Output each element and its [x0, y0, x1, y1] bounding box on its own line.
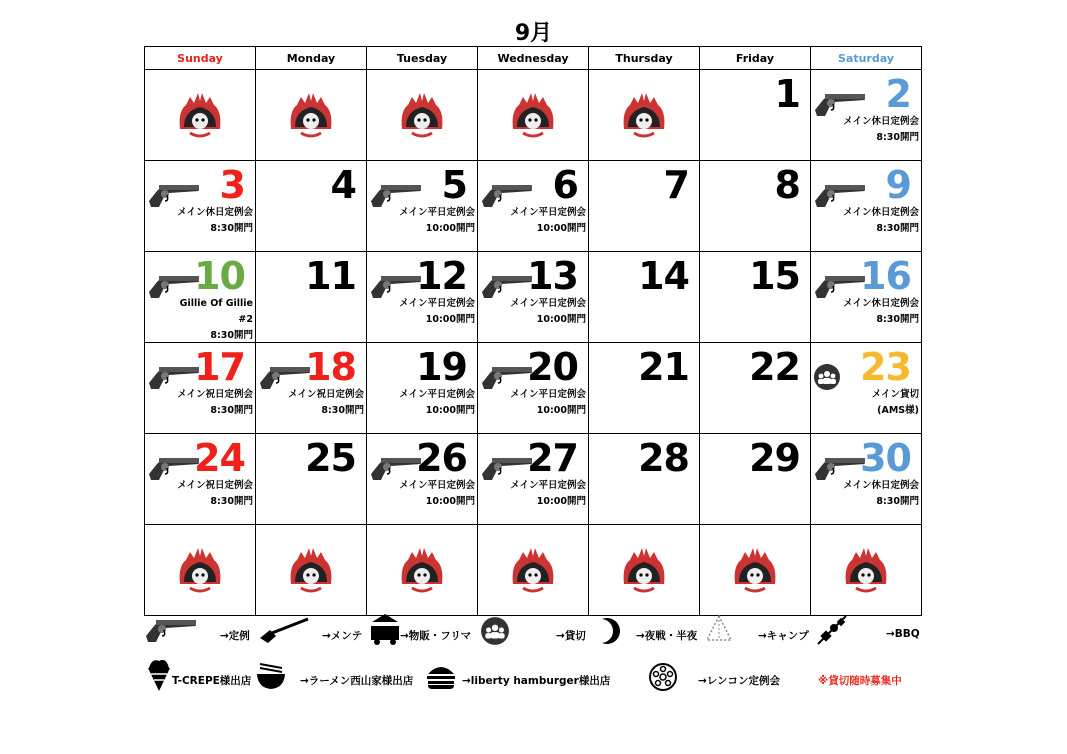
- empty-day-cell: [478, 525, 589, 616]
- day-number: 28: [638, 436, 689, 480]
- weekday-tuesday: Tuesday: [367, 47, 478, 70]
- day-cell[interactable]: [700, 343, 811, 434]
- revolver-icon: [144, 614, 198, 644]
- legend-maintenance: →メンテ: [322, 630, 363, 642]
- emblem-icon: [398, 546, 446, 594]
- day-cell[interactable]: [589, 343, 700, 434]
- week-row: [145, 434, 922, 525]
- day-number: 22: [749, 345, 800, 389]
- empty-day-cell: [367, 70, 478, 161]
- tent-icon: [704, 614, 734, 644]
- emblem-icon: [287, 91, 335, 139]
- shovel-icon: [258, 616, 310, 644]
- day-number: 24: [194, 436, 245, 480]
- day-cell[interactable]: [589, 252, 700, 343]
- legend-charter: →貸切: [556, 630, 586, 642]
- week-row: [145, 161, 922, 252]
- day-cell[interactable]: [256, 161, 367, 252]
- day-number: 27: [527, 436, 578, 480]
- weekday-saturday: Saturday: [811, 47, 922, 70]
- day-cell[interactable]: [700, 70, 811, 161]
- day-number: 5: [441, 163, 467, 207]
- day-number: 6: [552, 163, 578, 207]
- day-cell[interactable]: [367, 161, 478, 252]
- lotus-icon: [648, 662, 678, 692]
- day-number: 10: [194, 254, 245, 298]
- weekday-monday: Monday: [256, 47, 367, 70]
- day-cell[interactable]: [478, 343, 589, 434]
- day-cell[interactable]: [478, 161, 589, 252]
- day-cell[interactable]: [145, 343, 256, 434]
- event-text: メイン平日定例会 10:00開門: [510, 389, 586, 416]
- day-cell[interactable]: [811, 434, 922, 525]
- day-cell[interactable]: [811, 161, 922, 252]
- legend-night: →夜戦・半夜: [636, 630, 698, 642]
- day-number: 8: [774, 163, 800, 207]
- day-cell[interactable]: [700, 252, 811, 343]
- weekday-header-row: [145, 47, 922, 70]
- day-number: 12: [416, 254, 467, 298]
- empty-day-cell: [145, 525, 256, 616]
- empty-day-cell: [700, 525, 811, 616]
- emblem-icon: [842, 546, 890, 594]
- recruit-notice: ※貸切随時募集中: [818, 675, 902, 687]
- emblem-icon: [509, 546, 557, 594]
- day-number: 26: [416, 436, 467, 480]
- day-cell[interactable]: [145, 434, 256, 525]
- event-text: メイン平日定例会 10:00開門: [510, 207, 586, 234]
- weekday-thursday: Thursday: [589, 47, 700, 70]
- event-text: メイン平日定例会 10:00開門: [510, 298, 586, 325]
- weekday-friday: Friday: [700, 47, 811, 70]
- weekday-wednesday: Wednesday: [478, 47, 589, 70]
- day-cell[interactable]: [478, 252, 589, 343]
- week-row: [145, 252, 922, 343]
- day-cell[interactable]: [589, 434, 700, 525]
- day-cell[interactable]: [700, 434, 811, 525]
- event-text: メイン平日定例会 10:00開門: [399, 207, 475, 234]
- day-cell[interactable]: [589, 161, 700, 252]
- day-number: 4: [330, 163, 356, 207]
- legend-camp: →キャンプ: [758, 630, 809, 642]
- group-icon: [813, 363, 841, 391]
- empty-day-cell: [367, 525, 478, 616]
- crepe-icon: [146, 656, 172, 692]
- day-cell[interactable]: [811, 343, 922, 434]
- day-number: 2: [885, 72, 911, 116]
- week-row: [145, 525, 922, 616]
- day-number: 21: [638, 345, 689, 389]
- event-text: Gillie Of Gillie #2 8:30開門: [179, 298, 253, 341]
- event-text: メイン休日定例会 8:30開門: [177, 207, 253, 234]
- day-number: 19: [416, 345, 467, 389]
- food-cart-icon: [368, 612, 402, 646]
- day-number: 11: [305, 254, 356, 298]
- event-text: メイン貸切 (AMS様): [871, 389, 919, 416]
- day-cell[interactable]: [145, 252, 256, 343]
- emblem-icon: [620, 91, 668, 139]
- day-number: 16: [860, 254, 911, 298]
- emblem-icon: [287, 546, 335, 594]
- emblem-icon: [509, 91, 557, 139]
- day-number: 25: [305, 436, 356, 480]
- day-cell[interactable]: [256, 434, 367, 525]
- day-cell[interactable]: [367, 252, 478, 343]
- event-text: メイン休日定例会 8:30開門: [843, 207, 919, 234]
- event-text: メイン休日定例会 8:30開門: [843, 298, 919, 325]
- emblem-icon: [398, 91, 446, 139]
- event-text: メイン休日定例会 8:30開門: [843, 480, 919, 507]
- weekday-sunday: Sunday: [145, 47, 256, 70]
- day-number: 17: [194, 345, 245, 389]
- event-text: メイン平日定例会 10:00開門: [510, 480, 586, 507]
- day-cell[interactable]: [256, 252, 367, 343]
- day-number: 7: [663, 163, 689, 207]
- empty-day-cell: [256, 525, 367, 616]
- day-number: 1: [774, 72, 800, 116]
- moon-icon: [592, 616, 622, 646]
- empty-day-cell: [589, 70, 700, 161]
- day-cell[interactable]: [367, 434, 478, 525]
- calendar-grid: [144, 46, 922, 616]
- legend-regular: →定例: [220, 630, 250, 642]
- emblem-icon: [176, 91, 224, 139]
- event-text: メイン平日定例会 10:00開門: [399, 480, 475, 507]
- day-number: 18: [305, 345, 356, 389]
- empty-day-cell: [145, 70, 256, 161]
- empty-day-cell: [589, 525, 700, 616]
- event-text: メイン平日定例会 10:00開門: [399, 389, 475, 416]
- day-cell[interactable]: [700, 161, 811, 252]
- event-text: メイン平日定例会 10:00開門: [399, 298, 475, 325]
- event-text: メイン祝日定例会 8:30開門: [177, 389, 253, 416]
- emblem-icon: [620, 546, 668, 594]
- week-row: [145, 343, 922, 434]
- skewer-icon: [816, 614, 848, 646]
- day-number: 23: [860, 345, 911, 389]
- day-cell[interactable]: [256, 343, 367, 434]
- day-number: 15: [749, 254, 800, 298]
- event-text: メイン祝日定例会 8:30開門: [177, 480, 253, 507]
- day-cell[interactable]: [478, 434, 589, 525]
- emblem-icon: [176, 546, 224, 594]
- legend-burger: →liberty hamburger様出店: [462, 675, 611, 687]
- day-cell[interactable]: [811, 252, 922, 343]
- legend-bbq: →BBQ: [886, 628, 920, 640]
- day-number: 29: [749, 436, 800, 480]
- day-cell[interactable]: [811, 70, 922, 161]
- empty-day-cell: [256, 70, 367, 161]
- day-number: 9: [885, 163, 911, 207]
- page-title: 9月: [514, 21, 553, 46]
- day-number: 13: [527, 254, 578, 298]
- day-number: 20: [527, 345, 578, 389]
- day-number: 3: [219, 163, 245, 207]
- day-number: 14: [638, 254, 689, 298]
- event-text: メイン祝日定例会 8:30開門: [288, 389, 364, 416]
- week-row: [145, 70, 922, 161]
- day-number: 30: [860, 436, 911, 480]
- empty-day-cell: [478, 70, 589, 161]
- event-text: メイン休日定例会 8:30開門: [843, 116, 919, 143]
- emblem-icon: [731, 546, 779, 594]
- group-icon: [480, 616, 510, 646]
- day-cell[interactable]: [145, 161, 256, 252]
- ramen-icon: [256, 662, 286, 690]
- day-cell[interactable]: [367, 343, 478, 434]
- legend-crepe: T-CREPE様出店: [172, 675, 252, 687]
- legend-ramen: →ラーメン西山家様出店: [300, 675, 414, 687]
- burger-icon: [426, 664, 456, 690]
- legend-lotus: →レンコン定例会: [698, 675, 781, 687]
- legend-sales: →物販・フリマ: [400, 630, 472, 642]
- empty-day-cell: [811, 525, 922, 616]
